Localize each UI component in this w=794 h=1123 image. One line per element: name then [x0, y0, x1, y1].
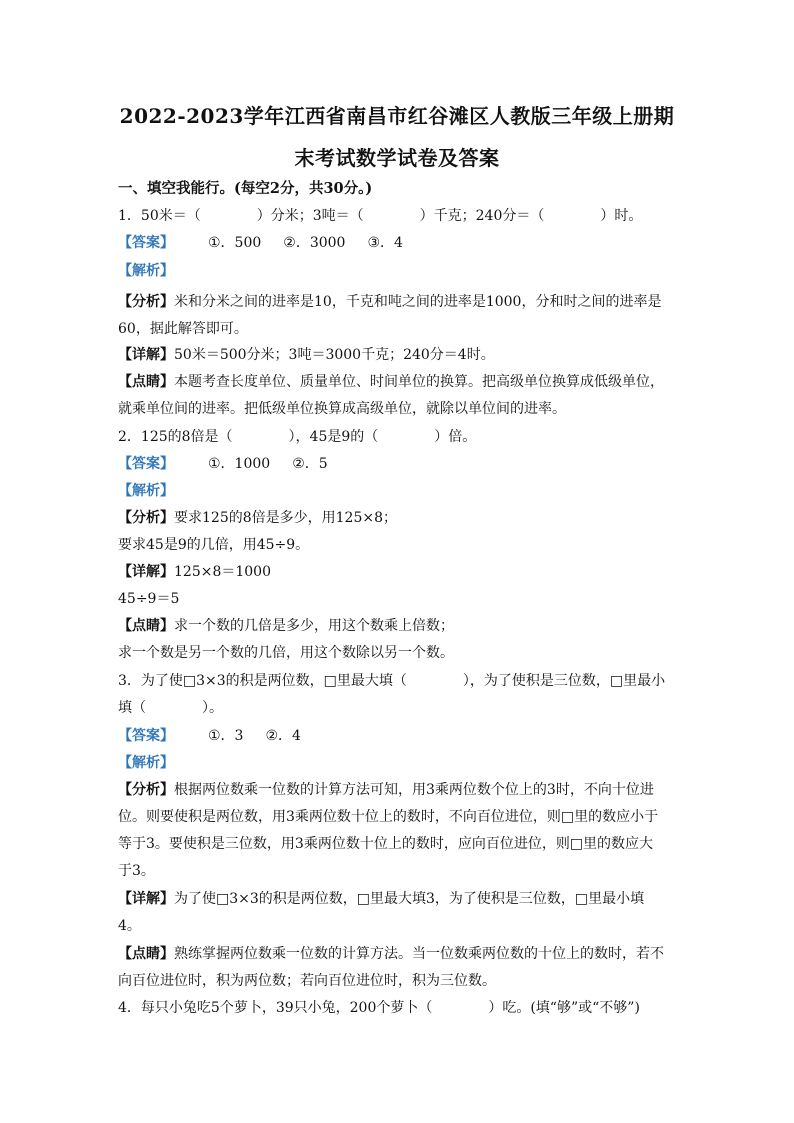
answer-label: 【答案】 [118, 728, 174, 744]
comment-text: 向百位进位时，积为两位数；若向百位进位时，积为三位数。 [118, 973, 496, 989]
xiangjie-tag: 【详解】 [118, 891, 174, 907]
answer-label: 【答案】 [118, 235, 174, 251]
analysis-text: 要求45是9的几倍，用45÷9。 [118, 537, 310, 553]
comment-text: 求一个数是另一个数的几倍，用这个数除以另一个数。 [118, 645, 454, 661]
analysis-label: 【解析】 [118, 263, 174, 279]
question-1: 1．50米＝（ ）分米；3吨＝（ ）千克；240分＝（ ）时。 [118, 208, 643, 224]
answer-value: ②．5 [292, 456, 328, 472]
comment-text: 就乘单位间的进率。把低级单位换算成高级单位，就除以单位间的进率。 [118, 401, 566, 417]
analysis-text: 位。则要使积是两位数，用3乘两位数十位上的数时，不向百位进位，则□里的数应小于 [118, 809, 659, 825]
analysis-text: 60，据此解答即可。 [118, 321, 248, 337]
section-heading: 一、填空我能行。(每空2分，共30分。) [118, 180, 373, 197]
comment-text: 【点睛】求一个数的几倍是多少，用这个数乘上倍数； [118, 618, 454, 634]
detail-text: 【详解】125×8＝1000 [118, 564, 271, 580]
fenxi-tag: 【分析】 [118, 510, 174, 526]
detail-text: 【详解】为了使□3×3的积是两位数，□里最大填3，为了使积是三位数，□里最小填 [118, 891, 645, 907]
comment-text: 【点睛】本题考查长度单位、质量单位、时间单位的换算。把高级单位换算成低级单位， [118, 374, 664, 390]
answer-value: ②．3000 [283, 235, 346, 251]
question-4: 4．每只小兔吃5个萝卜，39只小兔，200个萝卜（ ）吃。(填“够”或“不够”) [118, 1000, 640, 1016]
answer-value: ①．3 [208, 728, 244, 744]
detail-text: 4。 [118, 918, 141, 934]
analysis-label: 【解析】 [118, 483, 174, 499]
question-3: 3．为了使□3×3的积是两位数，□里最大填（ ），为了使积是三位数，□里最小 [118, 673, 666, 689]
dianjing-tag: 【点睛】 [118, 946, 174, 962]
page-title-line2: 末考试数学试卷及答案 [294, 146, 500, 170]
analysis-text: 等于3。要使积是三位数，用3乘两位数十位上的数时，应向百位进位，则□里的数应大 [118, 836, 654, 852]
answer-value: ①．1000 [208, 456, 271, 472]
fenxi-tag: 【分析】 [118, 782, 174, 798]
answer-label: 【答案】 [118, 456, 174, 472]
xiangjie-tag: 【详解】 [118, 564, 174, 580]
answer-row-2 [118, 454, 678, 474]
dianjing-tag: 【点睛】 [118, 618, 174, 634]
comment-text: 【点睛】熟练掌握两位数乘一位数的计算方法。当一位数乘两位数的十位上的数时，若不 [118, 946, 664, 962]
xiangjie-tag: 【详解】 [118, 347, 174, 363]
page-title-line1: 2022-2023学年江西省南昌市红谷滩区人教版三年级上册期 [119, 104, 675, 128]
question-2: 2．125的8倍是（ ），45是9的（ ）倍。 [118, 429, 477, 445]
analysis-text: 【分析】要求125的8倍是多少，用125×8； [118, 510, 397, 526]
answer-row-3 [118, 726, 678, 746]
analysis-text: 于3。 [118, 863, 155, 879]
analysis-label: 【解析】 [118, 755, 174, 771]
answer-value: ①．500 [208, 235, 262, 251]
analysis-text: 【分析】米和分米之间的进率是10，千克和吨之间的进率是1000，分和时之间的进率是 [118, 294, 662, 310]
question-3: 填（ ）。 [118, 700, 223, 716]
dianjing-tag: 【点睛】 [118, 374, 174, 390]
analysis-text: 【分析】根据两位数乘一位数的计算方法可知，用3乘两位数个位上的3时，不向十位进 [118, 782, 654, 798]
answer-value: ③．4 [367, 235, 403, 251]
answer-row-1 [118, 233, 678, 253]
fenxi-tag: 【分析】 [118, 294, 174, 310]
detail-text: 45÷9＝5 [118, 591, 180, 607]
answer-value: ②．4 [265, 728, 301, 744]
detail-text: 【详解】50米＝500分米；3吨＝3000千克；240分＝4时。 [118, 347, 495, 363]
